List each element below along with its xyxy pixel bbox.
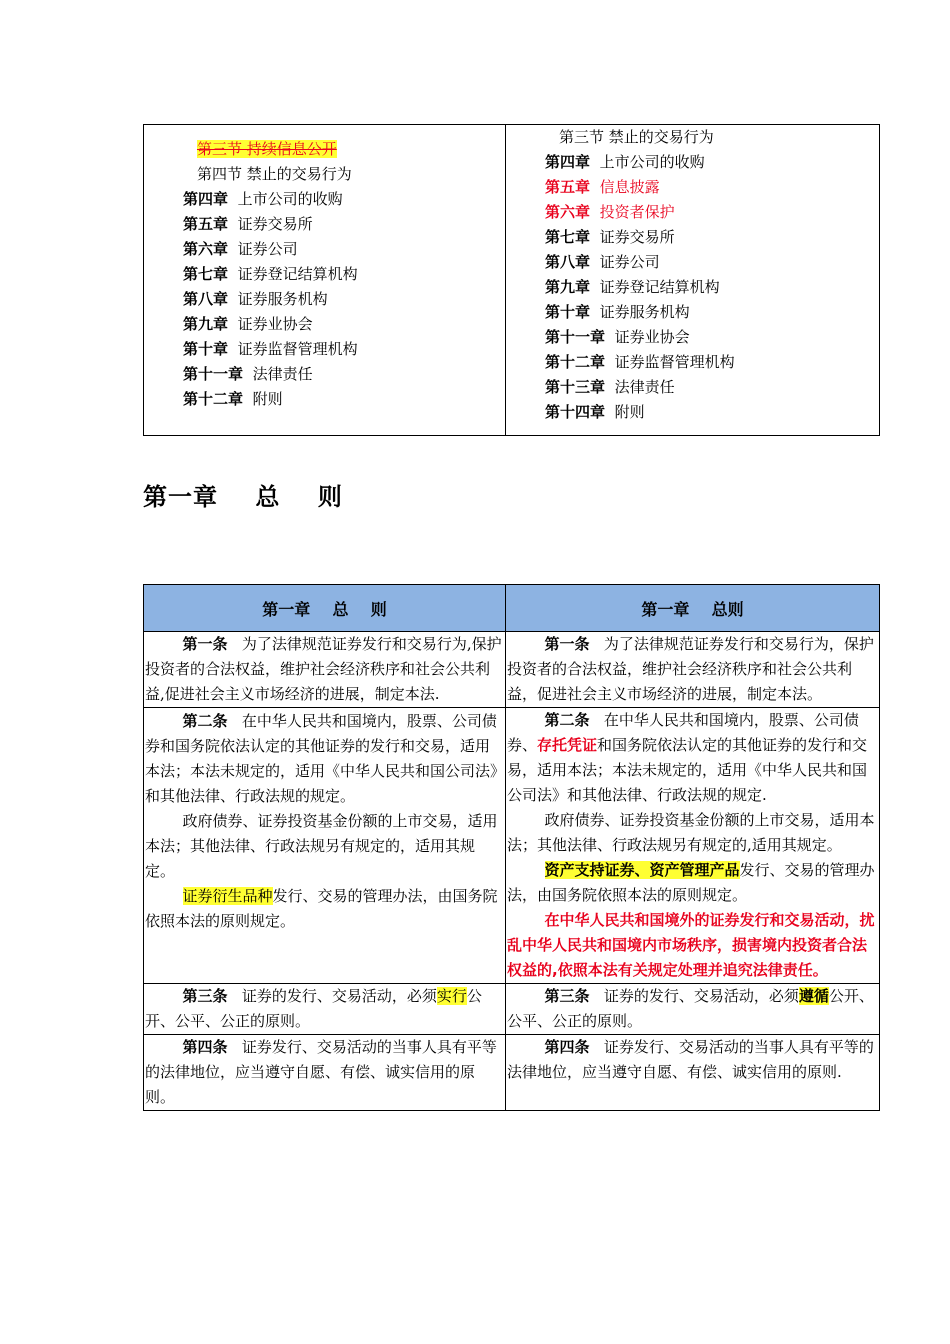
toc-chapter-number: 第十一章 xyxy=(545,328,606,346)
article-3-new-highlight: 遵循 xyxy=(798,987,829,1005)
article-3-old-highlight: 实行 xyxy=(436,987,467,1005)
toc-right-entry xyxy=(507,350,877,375)
chapter-heading: 第一章 总 则 xyxy=(143,483,343,511)
toc-left-entry xyxy=(145,137,503,162)
article-3-old-text-a: 证券的发行、交易活动，必须 xyxy=(241,987,437,1005)
article-2-old-p1: 在中华人民共和国境内，股票、公司债券和国务院依法认定的其他证券的发行和交易，适用本法；本法未规定的，适用《中华人民共和国公司法》和其他法律、行政法规的规定。 xyxy=(145,712,498,805)
article-1-old xyxy=(144,632,506,708)
article-3-new-text-b: 公开、公平、公正的原则。 xyxy=(507,987,874,1030)
article-4-old-text: 证券发行、交易活动的当事人具有平等的法律地位，应当遵守自愿、有偿、诚实信用的原则。 xyxy=(145,1038,497,1106)
article-4-new xyxy=(506,1035,880,1111)
toc-chapter-title: 第四节 禁止的交易行为 xyxy=(197,165,352,183)
article-2-old-p2: 政府债券、证券投资基金份额的上市交易，适用本法；其他法律、行政法规另有规定的，适用其规定。 xyxy=(145,812,498,880)
toc-left-entry xyxy=(145,387,503,412)
article-1-old-text: 为了法律规范证券发行和交易行为,保护投资者的合法权益，维护社会经济秩序和社会公共利益,促进社会主义市场经济的进展，制定本法. xyxy=(145,635,502,703)
article-2-new-p1-a: 在中华人民共和国境内，股票、公司债券、 xyxy=(507,711,859,754)
toc-chapter-number: 第六章 xyxy=(183,240,229,258)
article-3-old-label: 第三条 xyxy=(182,987,228,1005)
toc-right-entry xyxy=(507,175,877,200)
toc-chapter-number: 第十章 xyxy=(183,340,229,358)
article-3-old-text-b: 公开、公平、公正的原则。 xyxy=(145,987,482,1030)
header-old-chapter: 第一章 总 则 xyxy=(144,585,506,632)
article-1-new xyxy=(506,632,880,708)
toc-chapter-title: 上市公司的收购 xyxy=(237,190,343,208)
toc-chapter-title: 证券公司 xyxy=(237,240,298,258)
toc-chapter-number: 第七章 xyxy=(545,228,591,246)
toc-left-entry xyxy=(145,187,503,212)
toc-chapter-title: 证券服务机构 xyxy=(237,290,328,308)
toc-chapter-title: 附则 xyxy=(252,390,283,408)
toc-chapter-title: 证券交易所 xyxy=(599,228,675,246)
toc-right-entry xyxy=(507,400,877,425)
article-2-new-p2: 政府债券、证券投资基金份额的上市交易，适用本法；其他法律、行政法规另有规定的,适用其规定。 xyxy=(507,811,875,854)
article-2-old-p3-highlight: 证券衍生品种 xyxy=(182,887,273,905)
toc-left-entry xyxy=(145,262,503,287)
toc-chapter-title: 附则 xyxy=(614,403,645,421)
toc-left-entry xyxy=(145,287,503,312)
article-4-new-text: 证券发行、交易活动的当事人具有平等的法律地位，应当遵守自愿、有偿、诚实信用的原则. xyxy=(507,1038,874,1081)
toc-chapter-title: 证券监督管理机构 xyxy=(614,353,735,371)
article-1-new-text: 为了法律规范证券发行和交易行为，保护投资者的合法权益，维护社会经济秩序和社会公共利益，促进社会主义市场经济的进展，制定本法。 xyxy=(507,635,874,703)
toc-chapter-title: 证券交易所 xyxy=(237,215,313,233)
toc-chapter-title: 投资者保护 xyxy=(599,203,675,221)
toc-chapter-number: 第四章 xyxy=(183,190,229,208)
toc-left-entry xyxy=(145,362,503,387)
article-2-new-p1-b: 和国务院依法认定的其他证券的发行和交易，适用本法；本法未规定的，适用《中华人民共和国公司法》和其他法律、行政法规的规定. xyxy=(507,736,868,804)
article-4-old xyxy=(144,1035,506,1111)
article-4-old-label: 第四条 xyxy=(182,1038,228,1056)
toc-chapter-title: 上市公司的收购 xyxy=(599,153,705,171)
toc-chapter-number: 第六章 xyxy=(545,203,591,221)
toc-left-entry xyxy=(145,162,503,187)
article-4-new-label: 第四条 xyxy=(544,1038,590,1056)
toc-left-entry xyxy=(145,212,503,237)
toc-chapter-title: 证券服务机构 xyxy=(599,303,690,321)
toc-right-entry xyxy=(507,225,877,250)
article-1-old-label: 第一条 xyxy=(182,635,228,653)
toc-chapter-title: 信息披露 xyxy=(599,178,660,196)
toc-left-entry xyxy=(145,337,503,362)
article-3-new-text-a: 证券的发行、交易活动，必须 xyxy=(603,987,799,1005)
toc-chapter-title: 第三节 持续信息公开 xyxy=(197,140,337,158)
article-2-new-p4: 在中华人民共和国境外的证券发行和交易活动，扰乱中华人民共和国境内市场秩序，损害境内投资者合法权益的,依照本法有关规定处理并追究法律责任。 xyxy=(507,911,875,979)
toc-right-entry xyxy=(507,300,877,325)
toc-chapter-title: 证券业协会 xyxy=(614,328,690,346)
article-2-new-p1-red: 存托凭证 xyxy=(537,736,598,754)
toc-chapter-number: 第四章 xyxy=(545,153,591,171)
toc-chapter-number: 第八章 xyxy=(183,290,229,308)
toc-right-entry xyxy=(507,150,877,175)
toc-right-entry xyxy=(507,125,877,150)
toc-left-entry xyxy=(145,237,503,262)
article-2-new-label: 第二条 xyxy=(544,711,590,729)
toc-chapter-number: 第八章 xyxy=(545,253,591,271)
toc-right-entry xyxy=(507,375,877,400)
toc-chapter-number: 第十三章 xyxy=(545,378,606,396)
toc-chapter-number: 第十二章 xyxy=(545,353,606,371)
toc-old-column xyxy=(144,125,506,436)
toc-right-entry xyxy=(507,250,877,275)
toc-new-column xyxy=(506,125,880,436)
articles-comparison-table xyxy=(143,584,880,1111)
toc-right-entry xyxy=(507,275,877,300)
toc-right-entry xyxy=(507,325,877,350)
toc-chapter-number: 第九章 xyxy=(183,315,229,333)
article-2-old xyxy=(144,708,506,984)
header-new-chapter: 第一章 总则 xyxy=(506,585,880,632)
toc-chapter-title: 证券登记结算机构 xyxy=(237,265,358,283)
toc-chapter-number: 第九章 xyxy=(545,278,591,296)
article-1-new-label: 第一条 xyxy=(544,635,590,653)
toc-chapter-title: 证券业协会 xyxy=(237,315,313,333)
article-2-new-p3-text: 发行、交易的管理办法，由国务院依照本法的原则规定。 xyxy=(507,861,875,904)
toc-chapter-title: 第三节 禁止的交易行为 xyxy=(559,128,714,146)
article-2-new-p3-highlight: 资产支持证券、资产管理产品 xyxy=(544,861,740,879)
toc-chapter-number: 第十四章 xyxy=(545,403,606,421)
toc-chapter-number: 第七章 xyxy=(183,265,229,283)
article-3-new xyxy=(506,984,880,1035)
article-3-new-label: 第三条 xyxy=(544,987,590,1005)
toc-chapter-number: 第十一章 xyxy=(183,365,244,383)
toc-chapter-number: 第十二章 xyxy=(183,390,244,408)
toc-chapter-title: 证券监督管理机构 xyxy=(237,340,358,358)
toc-chapter-title: 证券公司 xyxy=(599,253,660,271)
article-2-old-p3-text: 发行、交易的管理办法，由国务院依照本法的原则规定。 xyxy=(145,887,498,930)
article-2-new xyxy=(506,708,880,984)
toc-chapter-number: 第五章 xyxy=(545,178,591,196)
toc-chapter-title: 法律责任 xyxy=(252,365,313,383)
toc-right-entry xyxy=(507,200,877,225)
article-3-old xyxy=(144,984,506,1035)
toc-left-entry xyxy=(145,312,503,337)
toc-chapter-number: 第十章 xyxy=(545,303,591,321)
toc-comparison-table xyxy=(143,124,880,436)
toc-chapter-title: 证券登记结算机构 xyxy=(599,278,720,296)
toc-chapter-title: 法律责任 xyxy=(614,378,675,396)
toc-chapter-number: 第五章 xyxy=(183,215,229,233)
article-2-old-label: 第二条 xyxy=(182,712,228,730)
